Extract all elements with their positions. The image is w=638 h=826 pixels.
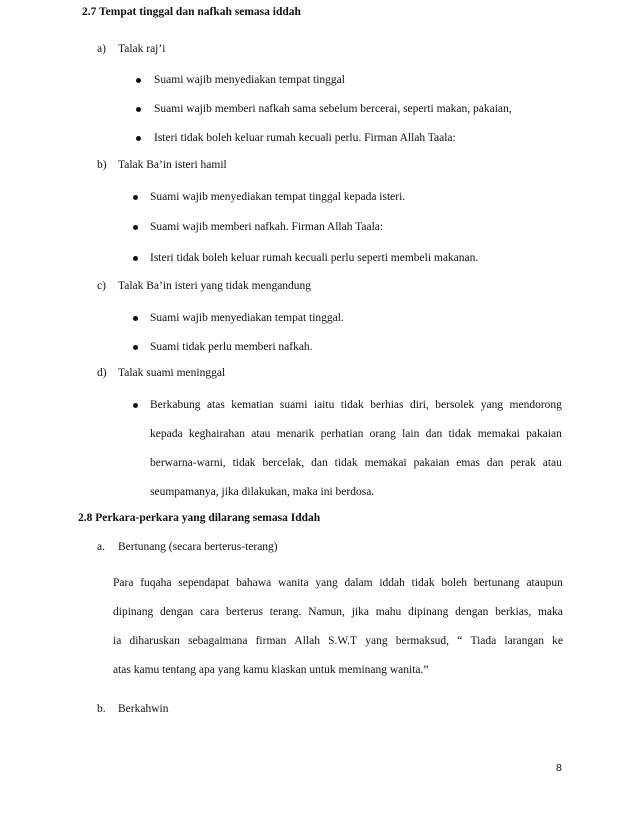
bullet-icon	[133, 403, 138, 408]
bullet-paragraph-line	[150, 456, 562, 470]
word: ataupun	[526, 577, 563, 589]
bullet-icon	[136, 78, 141, 83]
word: orang	[369, 428, 396, 440]
word: kepada	[150, 428, 183, 440]
word: berterus	[225, 606, 264, 618]
bullet-icon	[133, 225, 138, 230]
word: tidak	[448, 428, 472, 440]
word: Allah	[294, 635, 320, 647]
word: suami	[279, 399, 308, 411]
word: atas	[206, 399, 225, 411]
word: dan	[425, 428, 443, 440]
word: ke	[552, 635, 563, 647]
word: dan	[311, 457, 328, 469]
word: kematian	[231, 399, 274, 411]
word: perak	[510, 457, 536, 469]
word: Namun,	[308, 606, 345, 618]
bullet-text: Isteri tidak boleh keluar rumah kecuali perlu seperti membeli makanan.	[150, 252, 479, 264]
bullet-icon	[133, 195, 138, 200]
bullet-icon	[133, 345, 138, 350]
word: dalam	[344, 577, 373, 589]
word: tidak	[334, 457, 358, 469]
item-marker-c: c)	[97, 280, 106, 292]
item-title-talak-bain-hamil: Talak Ba’in isteri hamil	[118, 159, 227, 171]
word: maka	[537, 606, 563, 618]
item-title-talak-raji: Talak raj’i	[118, 43, 166, 55]
word: bercelak,	[262, 457, 305, 469]
word: S.W.T	[328, 635, 358, 647]
word: larangan	[504, 635, 544, 647]
bullet-icon	[136, 136, 141, 141]
word: pakaian	[413, 457, 450, 469]
word: diri,	[409, 399, 429, 411]
paragraph-line	[113, 634, 563, 648]
word: perhatian	[320, 428, 364, 440]
word: keghairahan	[188, 428, 246, 440]
item-marker-b: b)	[97, 159, 107, 171]
word: yang	[365, 635, 388, 647]
word: firman	[255, 635, 287, 647]
word: sebagaimana	[188, 635, 248, 647]
word: dan	[486, 457, 504, 469]
word: yang	[315, 577, 338, 589]
word: mahu	[375, 606, 402, 618]
word: dipinang	[408, 606, 449, 618]
word: Tiada	[470, 635, 497, 647]
bullet-text: Isteri tidak boleh keluar rumah kecuali perlu. Firman Allah Taala:	[154, 132, 456, 144]
word: emas	[456, 457, 480, 469]
bullet-text: Suami tidak perlu memberi nafkah.	[150, 341, 313, 353]
word: iddah	[379, 577, 405, 589]
word: bersolek	[435, 399, 475, 411]
word: ia	[113, 635, 122, 647]
paragraph-line	[113, 576, 563, 590]
word: mendorong	[509, 399, 562, 411]
word: lain	[402, 428, 420, 440]
item-title-talak-bain-tidak-mengandung: Talak Ba’in isteri yang tidak mengandung	[118, 280, 312, 292]
bullet-icon	[133, 316, 138, 321]
word: memakai	[477, 428, 520, 440]
word: bertunang	[473, 577, 520, 589]
bullet-paragraph-line	[150, 398, 562, 412]
word: tidak	[232, 457, 256, 469]
word: jika	[351, 606, 369, 618]
section-heading-2-7: 2.7 Tempat tinggal dan nafkah semasa iddah	[82, 6, 301, 18]
word: yang	[480, 399, 504, 411]
bullet-text: Suami wajib menyediakan tempat tinggal.	[150, 312, 344, 324]
word: boleh	[441, 577, 467, 589]
word: tidak	[411, 577, 435, 589]
item-title-bertunang: Bertunang (secara berterus-terang)	[118, 541, 278, 553]
bullet-paragraph-line	[150, 427, 562, 441]
bullet-text: Suami wajib menyediakan tempat tinggal kepada isteri.	[150, 191, 406, 203]
word: sependapat	[178, 577, 230, 589]
word: wanita	[277, 577, 309, 589]
item-marker-a: a)	[97, 43, 106, 55]
word: dengan	[455, 606, 489, 618]
paragraph-line: atas kamu tentang apa yang kamu kiaskan untuk meminang wanita.”	[113, 664, 429, 676]
word: berhias	[370, 399, 404, 411]
word: terang.	[269, 606, 302, 618]
word: berwarna-warni,	[150, 457, 226, 469]
word: pakaian	[526, 428, 562, 440]
bullet-icon	[136, 107, 141, 112]
page-number: 8	[556, 762, 562, 774]
word: cara	[200, 606, 220, 618]
bullet-paragraph-line: seumpamanya, jika dilakukan, maka ini berdosa.	[150, 486, 375, 498]
word: bahawa	[236, 577, 272, 589]
word: Para	[113, 577, 134, 589]
word: diharuskan	[129, 635, 180, 647]
item-marker-a: a.	[97, 541, 105, 553]
paragraph-line	[113, 605, 563, 619]
word: “	[457, 635, 463, 647]
item-marker-d: d)	[97, 367, 107, 379]
word: tidak	[340, 399, 364, 411]
word: atau	[542, 457, 562, 469]
bullet-text: Suami wajib memberi nafkah sama sebelum bercerai, seperti makan, pakaian,	[154, 103, 512, 115]
word: bermaksud,	[395, 635, 450, 647]
bullet-icon	[133, 256, 138, 261]
item-title-berkahwin: Berkahwin	[118, 703, 169, 715]
section-heading-2-8: 2.8 Perkara-perkara yang dilarang semasa Iddah	[78, 512, 321, 524]
word: menarik	[276, 428, 315, 440]
word: memakai	[364, 457, 407, 469]
word: Berkabung	[150, 399, 201, 411]
bullet-text: Suami wajib menyediakan tempat tinggal	[154, 74, 345, 86]
word: atau	[251, 428, 271, 440]
word: dipinang	[113, 606, 154, 618]
word: dengan	[160, 606, 194, 618]
word: berkias,	[495, 606, 532, 618]
word: fuqaha	[140, 577, 172, 589]
item-title-talak-suami-meninggal: Talak suami meninggal	[118, 367, 226, 379]
item-marker-b: b.	[97, 703, 106, 715]
bullet-text: Suami wajib memberi nafkah. Firman Allah Taala:	[150, 221, 384, 233]
word: iaitu	[313, 399, 335, 411]
